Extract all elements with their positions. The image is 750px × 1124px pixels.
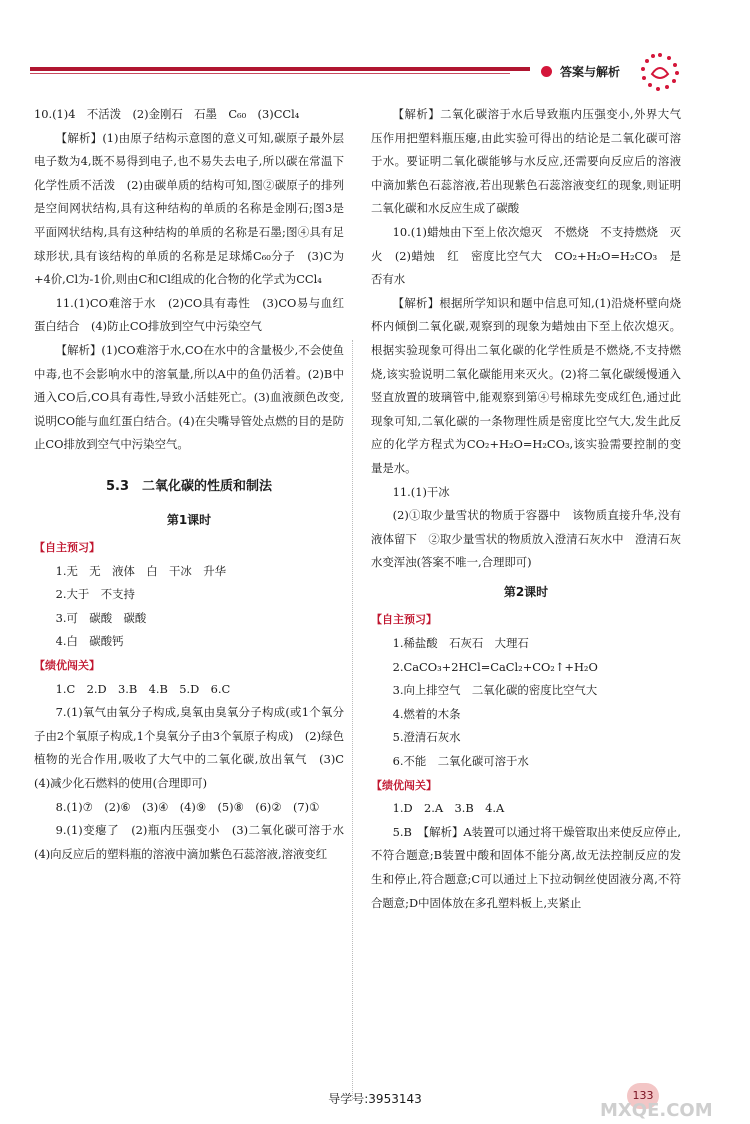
header-bullet [541, 66, 552, 77]
answer-paragraph: 【解析】(1)由原子结构示意图的意义可知,碳原子最外层电子数为4,既不易得到电子,也不易失去电子,所以碳在常温下化学性质不活泼 (2)由碳单质的结构可知,图②碳原子的排列是空间网状结构,具有这种结构的单质的名称是金刚石;图3是平面网状结构,具有这种结构的单质的名称是石墨;图④具有足球形状,具有该结构的单质的名称是足球烯C₆₀分子 (3)C为+4价,Cl为-1价,则由C和Cl组成的化合物的化学式为CCl₄ [34, 130, 344, 287]
section-tag: 【自主预习】 [34, 541, 100, 555]
lesson-title: 第2课时 [503, 584, 549, 599]
section-tag: 【绩优闯关】 [371, 778, 437, 792]
answer-paragraph: 10.(1)4 不活泼 (2)金刚石 石墨 C₆₀ (3)CCl₄ [34, 107, 300, 121]
answer-paragraph: 1.D 2.A 3.B 4.A [392, 801, 505, 816]
section-tag: 【绩优闯关】 [34, 659, 100, 673]
section-title: 5.3 二氧化碳的性质和制法 [105, 478, 273, 494]
answer-paragraph: 11.(1)CO难溶于水 (2)CO具有毒性 (3)CO易与血红蛋白结合 (4)防止CO排放到空气中污染空气 [34, 295, 344, 334]
column-divider [352, 340, 353, 1100]
answer-paragraph: 1.无 无 液体 白 干冰 升华 [55, 563, 226, 578]
answer-paragraph: 4.燃着的木条 [392, 706, 461, 721]
answer-paragraph: 10.(1)蜡烛由下至上依次熄灭 不燃烧 不支持燃烧 灭火 (2)蜡烛 红 密度比空气大 CO₂+H₂O=H₂CO₃ 是否有水 [371, 224, 681, 287]
answer-paragraph: 3.可 碳酸 碳酸 [55, 610, 147, 625]
page-number: 133 [627, 1083, 659, 1109]
answer-paragraph: 7.(1)氧气由氧分子构成,臭氧由臭氧分子构成(或1个氧分子由2个氧原子构成,1个臭氧分子由3个氧原子构成) (2)绿色植物的光合作用,吸收了大气中的二氧化碳,放出氧气 (3)C (4)减少化石燃料的使用(合理即可) [34, 705, 356, 791]
right-column [371, 103, 681, 915]
answer-paragraph: 【解析】(1)CO难溶于水,CO在水中的含量极少,不会使鱼中毒,也不会影响水中的溶氧量,所以A中的鱼仍活着。(2)B中通入CO后,CO具有毒性,导致小活蛙死亡。(3)血液颜色改变,说明CO能与血红蛋白结合。(4)在尖嘴导管处点燃的目的是防止CO排放到空气中污染空气。 [34, 342, 344, 452]
answer-paragraph: (2)①取少量雪状的物质于容器中 该物质直接升华,没有液体留下 ②取少量雪状的物质放入澄清石灰水中 澄清石灰水变浑浊(答案不唯一,合理即可) [371, 508, 681, 570]
watermark: MXQE.COM [600, 1100, 713, 1121]
left-column [34, 103, 356, 866]
decorative-sun-icon [640, 52, 680, 92]
lesson-title: 第1课时 [166, 512, 212, 527]
footer-code: 导学号:3953143 [328, 1092, 422, 1106]
answer-paragraph: 2.大于 不支持 [55, 587, 135, 602]
header-rule-thin [30, 73, 510, 74]
answer-paragraph: 5.澄清石灰水 [392, 730, 461, 745]
answer-paragraph: 11.(1)干冰 [392, 484, 450, 499]
answer-paragraph: 8.(1)⑦ (2)⑥ (3)④ (4)⑨ (5)⑧ (6)② (7)① [55, 799, 320, 814]
header-rule [30, 67, 530, 71]
answer-paragraph: 3.向上排空气 二氧化碳的密度比空气大 [392, 683, 598, 698]
answer-paragraph: 1.C 2.D 3.B 4.B 5.D 6.C [55, 681, 231, 696]
answer-paragraph: 【解析】根据所学知识和题中信息可知,(1)沿烧杯壁向烧杯内倾倒二氧化碳,观察到的现象为蜡烛由下至上依次熄灭。根据实验现象可得出二氧化碳的化学性质是不燃烧,不支持燃烧,该实验说明二氧化碳能用来灭火。(2)将二氧化碳缓慢通入竖直放置的玻璃管中,能观察到第④号棉球先变成红色,通过此现象可知,二氧化碳的一条物理性质是密度比空气大,发生此反应的化学方程式为CO₂+H₂O=H₂CO₃,该实验需要控制的变量是水。 [371, 295, 681, 475]
answer-paragraph: 9.(1)变瘪了 (2)瓶内压强变小 (3)二氧化碳可溶于水 (4)向反应后的塑料瓶的溶液中滴加紫色石蕊溶液,溶液变红 [34, 823, 356, 861]
answer-paragraph: 6.不能 二氧化碳可溶于水 [392, 754, 529, 769]
section-tag: 【自主预习】 [371, 613, 437, 627]
answer-paragraph: 2.CaCO₃+2HCl=CaCl₂+CO₂↑+H₂O [392, 659, 598, 674]
answer-paragraph: 【解析】二氧化碳溶于水后导致瓶内压强变小,外界大气压作用把塑料瓶压瘪,由此实验可得出的结论是二氧化碳可溶于水。要证明二氧化碳能够与水反应,还需要向反应后的溶液中滴加紫色石蕊溶液,若出现紫色石蕊溶液变红的现象,则证明二氧化碳和水反应生成了碳酸 [371, 107, 681, 216]
header-title: 答案与解析 [560, 65, 621, 79]
answer-paragraph: 1.稀盐酸 石灰石 大理石 [392, 636, 529, 651]
answer-paragraph: 4.白 碳酸钙 [55, 634, 124, 649]
answer-paragraph: 5.B 【解析】A装置可以通过将干燥管取出来使反应停止,不符合题意;B装置中酸和固体不能分离,故无法控制反应的发生和停止,符合题意;C可以通过上下拉动铜丝使固液分离,不符合题意;D中固体放在多孔塑料板上,夹紧止 [371, 824, 681, 910]
